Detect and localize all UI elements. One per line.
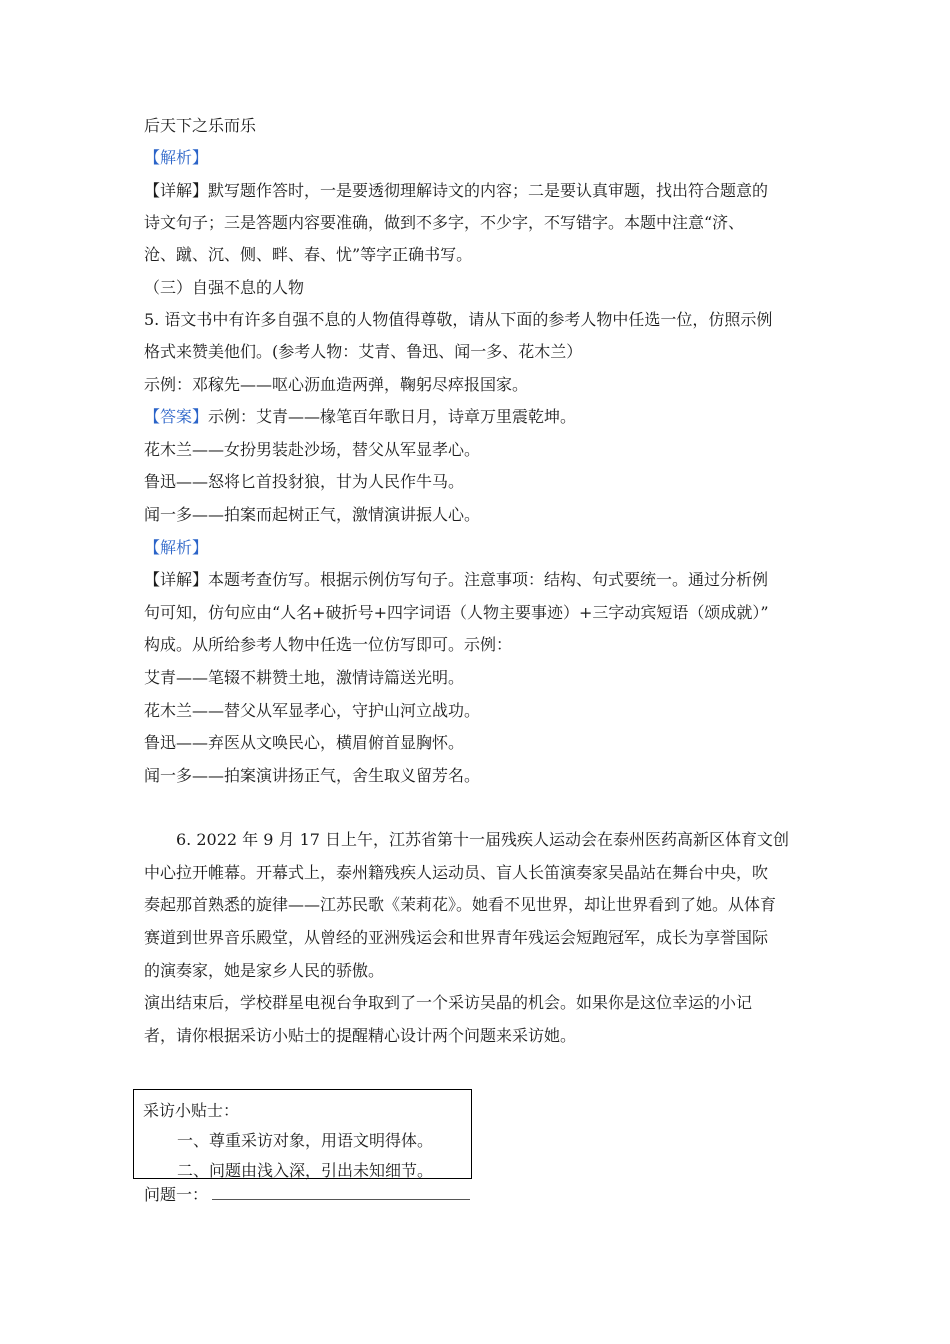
text-line: 沧、蹴、沉、侧、畔、春、忧”等字正确书写。 xyxy=(144,245,473,264)
text-line: 格式来赞美他们。(参考人物：艾青、鲁迅、闻一多、花木兰） xyxy=(144,342,583,361)
text-line: 赛道到世界音乐殿堂，从曾经的亚洲残运会和世界青年残运会短跑冠军，成长为享誉国际 xyxy=(144,928,769,947)
text-line: 花木兰——替父从军显孝心，守护山河立战功。 xyxy=(144,701,481,720)
question-6: 6. 2022 年 9 月 17 日上午，江苏省第十一届残疾人运动会在泰州医药高新区体育文创 xyxy=(176,830,790,849)
text-line: 花木兰——女扮男装赴沙场，替父从军显孝心。 xyxy=(144,440,481,459)
analysis-tag xyxy=(144,537,814,559)
detail-label: 【详解】 xyxy=(144,181,209,200)
detail-line xyxy=(144,569,814,591)
text-line: 者，请你根据采访小贴士的提醒精心设计两个问题来采访她。 xyxy=(144,1026,577,1045)
section-heading: （三）自强不息的人物 xyxy=(144,278,305,297)
text-line: 闻一多——拍案而起树正气，激情演讲振人心。 xyxy=(144,505,481,524)
answer-underline[interactable] xyxy=(212,1199,470,1200)
tips-item: 二、问题由浅入深，引出未知细节。 xyxy=(177,1161,434,1180)
answer-line xyxy=(144,406,814,428)
text-line: 鲁迅——怒将匕首投豺狼，甘为人民作牛马。 xyxy=(144,472,465,491)
example-line: 示例：邓稼先——呕心沥血造两弹，鞠躬尽瘁报国家。 xyxy=(144,375,529,394)
text-line: 演出结束后，学校群星电视台争取到了一个采访吴晶的机会。如果你是这位幸运的小记 xyxy=(144,993,753,1012)
text-line: 诗文句子；三是答题内容要准确，做到不多字，不少字，不写错字。本题中注意“济、 xyxy=(144,213,745,232)
text-line: 的演奏家，她是家乡人民的骄傲。 xyxy=(144,961,385,980)
detail-label: 【详解】 xyxy=(144,570,209,589)
detail-text: 默写题作答时，一是要透彻理解诗文的内容；二是要认真审题，找出符合题意的 xyxy=(208,181,769,200)
text-line: 后天下之乐而乐 xyxy=(144,116,257,135)
question-5: 5. 语文书中有许多自强不息的人物值得尊敬，请从下面的参考人物中任选一位，仿照示例 xyxy=(144,310,773,329)
analysis-label: 【解析】 xyxy=(144,148,209,167)
text-line: 句可知，仿句应由“人名+破折号+四字词语（人物主要事迹）+三字动宾短语（颂成就）” xyxy=(144,603,769,622)
tips-title: 采访小贴士： xyxy=(143,1101,240,1120)
text-line: 艾青——笔辍不耕赞土地，激情诗篇送光明。 xyxy=(144,668,465,687)
text-line: 奏起那首熟悉的旋律——江苏民歌《茉莉花》。她看不见世界，却让世界看到了她。从体育 xyxy=(144,895,777,914)
interview-tips-box xyxy=(133,1089,472,1179)
tips-item: 一、尊重采访对象，用语文明得体。 xyxy=(177,1131,434,1150)
question-1-label: 问题一： xyxy=(144,1185,209,1204)
detail-text: 本题考查仿写。根据示例仿写句子。注意事项：结构、句式要统一。通过分析例 xyxy=(208,570,769,589)
detail-line xyxy=(144,180,814,202)
text-line: 鲁迅——弃医从文唤民心，横眉俯首显胸怀。 xyxy=(144,733,465,752)
answer-label: 【答案】 xyxy=(144,407,209,426)
analysis-tag xyxy=(144,147,814,169)
text-line: 闻一多——拍案演讲扬正气，舍生取义留芳名。 xyxy=(144,766,481,785)
answer-text: 示例：艾青——椽笔百年歌日月，诗章万里震乾坤。 xyxy=(208,407,577,426)
text-line: 构成。从所给参考人物中任选一位仿写即可。示例： xyxy=(144,635,513,654)
analysis-label: 【解析】 xyxy=(144,538,209,557)
text-line: 中心拉开帷幕。开幕式上，泰州籍残疾人运动员、盲人长笛演奏家吴晶站在舞台中央，吹 xyxy=(144,863,769,882)
